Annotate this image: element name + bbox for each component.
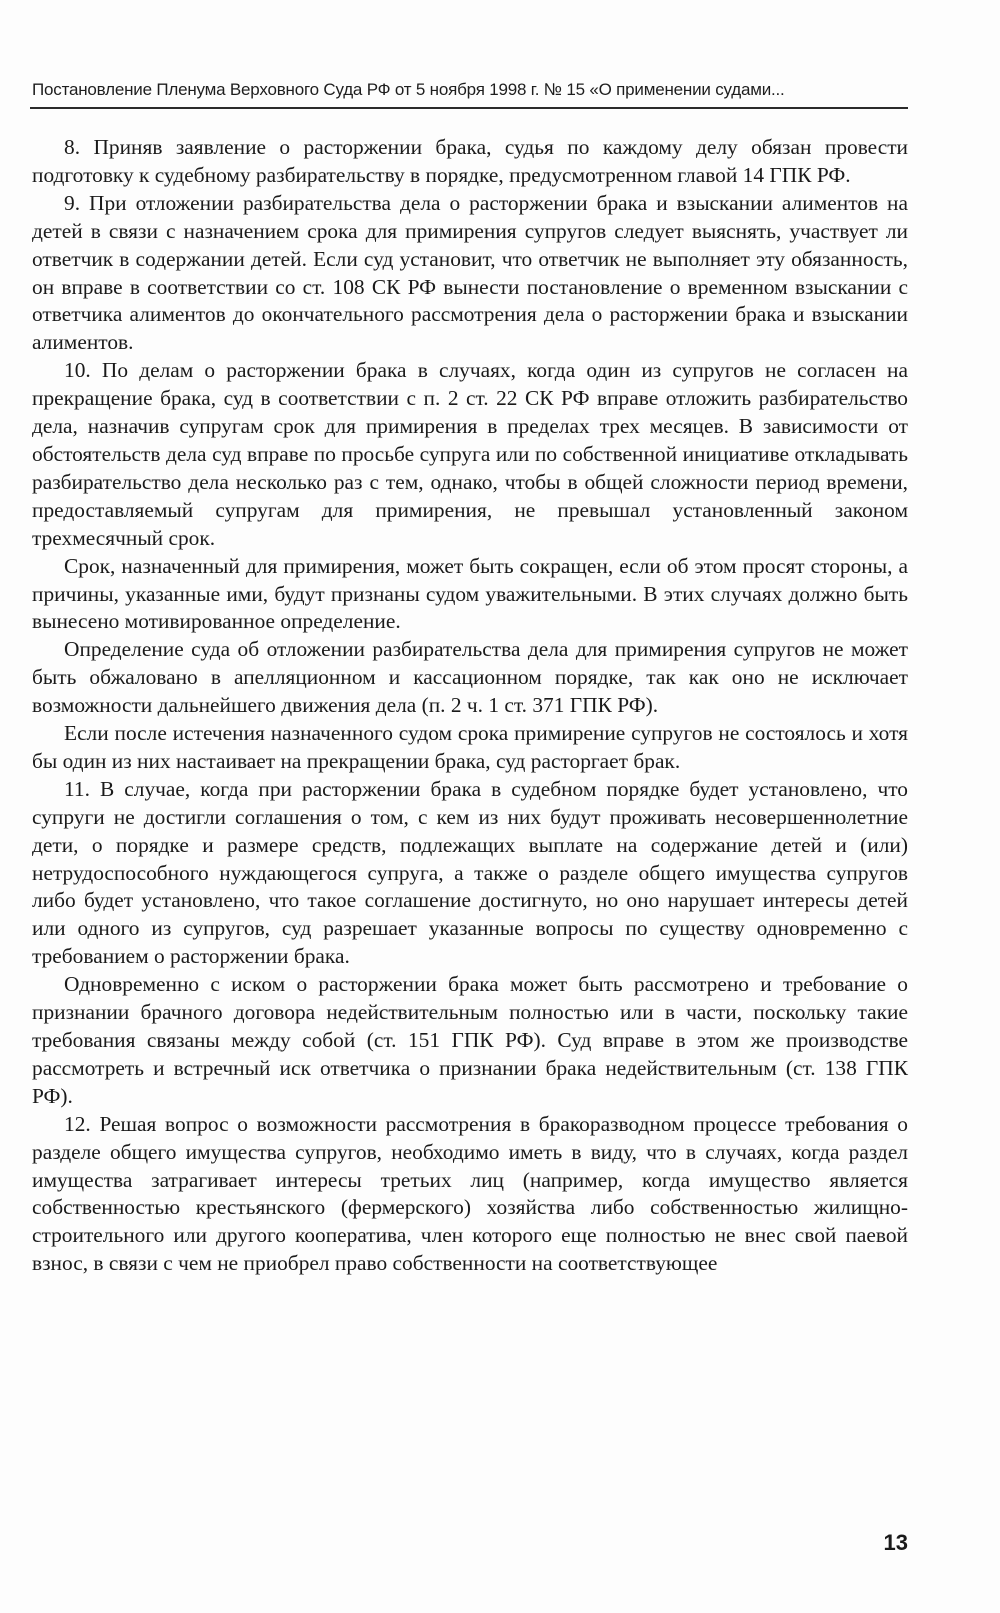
- header-rule: [30, 107, 908, 109]
- paragraph-9: 9. При отложении разбирательства дела о расторжении брака и взыскании алиментов на детей в связи с назначением срока для примирения супругов следует выяснять, участвует ли ответчик в содержании детей. Если суд установит, что ответчик не выполняет эту обязанность, он вправе в соответствии со ст. 108 СК РФ вынести постановление о временном взыскании с ответчика алиментов до окончательного рассмотрения дела о расторжении брака и взыскании алиментов.: [32, 190, 908, 355]
- paragraph-11: 11. В случае, когда при расторжении брака в судебном порядке будет установлено, что супруги не достигли соглашения о том, с кем из них будут проживать несовершеннолетние дети, о порядке и размере средств, подлежащих выплате на содержание детей и (или) нетрудоспособного нуждающегося супруга, а также о разделе общего имущества супругов либо будет установлено, что такое соглашение достигнуто, но оно нарушает интересы детей или одного из супругов, суд разрешает указанные вопросы по существу одновременно с требованием о расторжении брака.: [32, 776, 908, 969]
- paragraph-10-divorce: Если после истечения назначенного судом срока примирение супругов не состоялось и хотя бы один из них настаивает на прекращении брака, суд расторгает брак.: [32, 721, 908, 773]
- running-header-title: Постановление Пленума Верховного Суда РФ от 5 ноября 1998 г. № 15 «О применении судами...: [32, 80, 785, 99]
- paragraph-12: 12. Решая вопрос о возможности рассмотрения в бракоразводном процессе требования о разделе общего имущества супругов, необходимо иметь в виду, что в случаях, когда раздел имущества затрагивает интересы третьих лиц (например, когда имущество является собственностью крестьянского (фермерского) хозяйства либо собственностью жилищно-строительного или другого кооператива, член которого еще полностью не внес свой паевой взнос, в связи с чем не приобрел право собственности на соответствующее: [32, 1111, 908, 1276]
- paragraph-10: 10. По делам о расторжении брака в случаях, когда один из супругов не согласен на прекращение брака, суд в соответствии с п. 2 ст. 22 СК РФ вправе отложить разбирательство дела, назначив супругам срок для примирения в пределах трех месяцев. В зависимости от обстоятельств дела суд вправе по просьбе супруга или по собственной инициативе откладывать разбирательство дела несколько раз с тем, однако, чтобы в общей сложности период времени, предоставляемый супругам для примирения, не превышал установленный законом трехмесячный срок.: [32, 358, 908, 550]
- paragraph-8: 8. Приняв заявление о расторжении брака, судья по каждому делу обязан провести подготовку к судебному разбирательству в порядке, предусмотренном главой 14 ГПК РФ.: [32, 135, 908, 187]
- paragraph-10-appeal: Определение суда об отложении разбирательства дела для примирения супругов не может быть обжаловано в апелляционном и кассационном порядке, так как оно не исключает возможности дальнейшего движения дела (п. 2 ч. 1 ст. 371 ГПК РФ).: [32, 637, 908, 718]
- paragraph-10-reduction: Срок, назначенный для примирения, может быть сокращен, если об этом просят стороны, а причины, указанные ими, будут признаны судом уважительными. В этих случаях должно быть вынесено мотивированное определение.: [32, 553, 908, 634]
- page-number: 13: [883, 1530, 908, 1555]
- paragraph-11-contract: Одновременно с иском о расторжении брака может быть рассмотрено и требование о признании брачного договора недействительным полностью или в части, поскольку такие требования связаны между собой (ст. 151 ГПК РФ). Суд вправе в этом же производстве рассмотреть и встречный иск ответчика о признании брака недействительным (ст. 138 ГПК РФ).: [32, 972, 908, 1108]
- page-body: [32, 134, 908, 1278]
